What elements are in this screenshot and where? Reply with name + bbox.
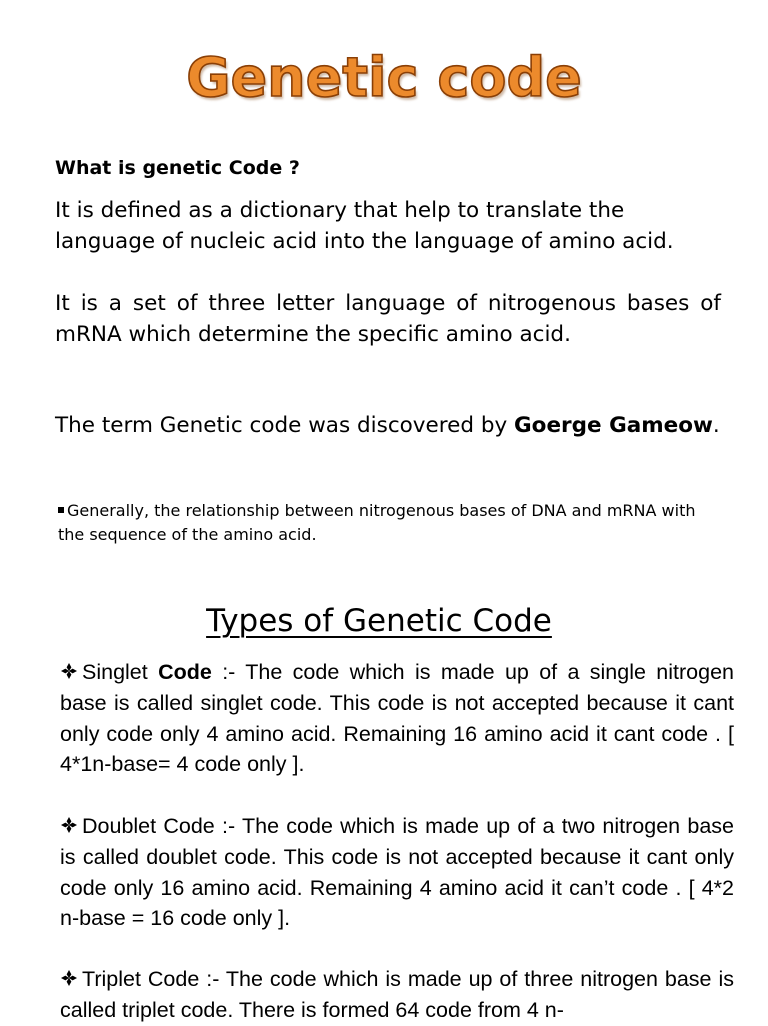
- item-text: :- The code which is made up of three nitrogen base is called triplet code. There is formed 64 code from 4 n-: [60, 967, 734, 1022]
- item-text: :- The code which is made up of a two nitrogen base is called doublet code. This code is not accepted because it cant only code only 16 amino acid. Remaining 4 amino acid it can’t code . [ 4*2 n-base = 16 code only ].: [60, 814, 735, 931]
- definition-paragraph: It is defined as a dictionary that help to translate the language of nucleic acid into the language of amino acid.: [55, 198, 674, 254]
- page-title: Genetic code: [186, 46, 582, 109]
- discoverer-name: Goerge Gameow: [514, 413, 713, 438]
- description-paragraph: It is a set of three letter language of nitrogenous bases of mRNA which determine the specific amino acid.: [55, 291, 721, 347]
- item-lead-bold: Code: [158, 660, 212, 684]
- discovery-paragraph: [55, 411, 721, 442]
- four-diamond-icon: [60, 816, 78, 834]
- item-lead: Singlet: [82, 660, 159, 684]
- item-lead: Triplet Code: [82, 967, 200, 991]
- list-item: [60, 964, 734, 1026]
- relationship-note: [58, 499, 718, 547]
- note-text: Generally, the relationship between nitrogenous bases of DNA and mRNA with the sequence of the amino acid.: [58, 501, 696, 544]
- section-title: [0, 599, 758, 643]
- section-title-text: Types of Genetic Code: [206, 603, 552, 639]
- square-bullet-icon: [58, 507, 64, 513]
- list-item: [60, 657, 734, 780]
- discovery-text: The term Genetic code was discovered by: [55, 413, 515, 438]
- discovery-suffix: .: [712, 413, 720, 438]
- item-text: :- The code which is made up of a single nitrogen base is called singlet code. This code is not accepted because it cant only code only 4 amino acid. Remaining 16 amino acid it cant code . [ 4*1n-base= 4 code only ].: [60, 660, 734, 777]
- question-heading: What is genetic Code ?: [55, 157, 300, 179]
- four-diamond-icon: [60, 969, 78, 987]
- four-diamond-icon: [60, 662, 78, 680]
- list-item: [60, 811, 734, 934]
- item-lead: Doublet Code: [82, 814, 215, 838]
